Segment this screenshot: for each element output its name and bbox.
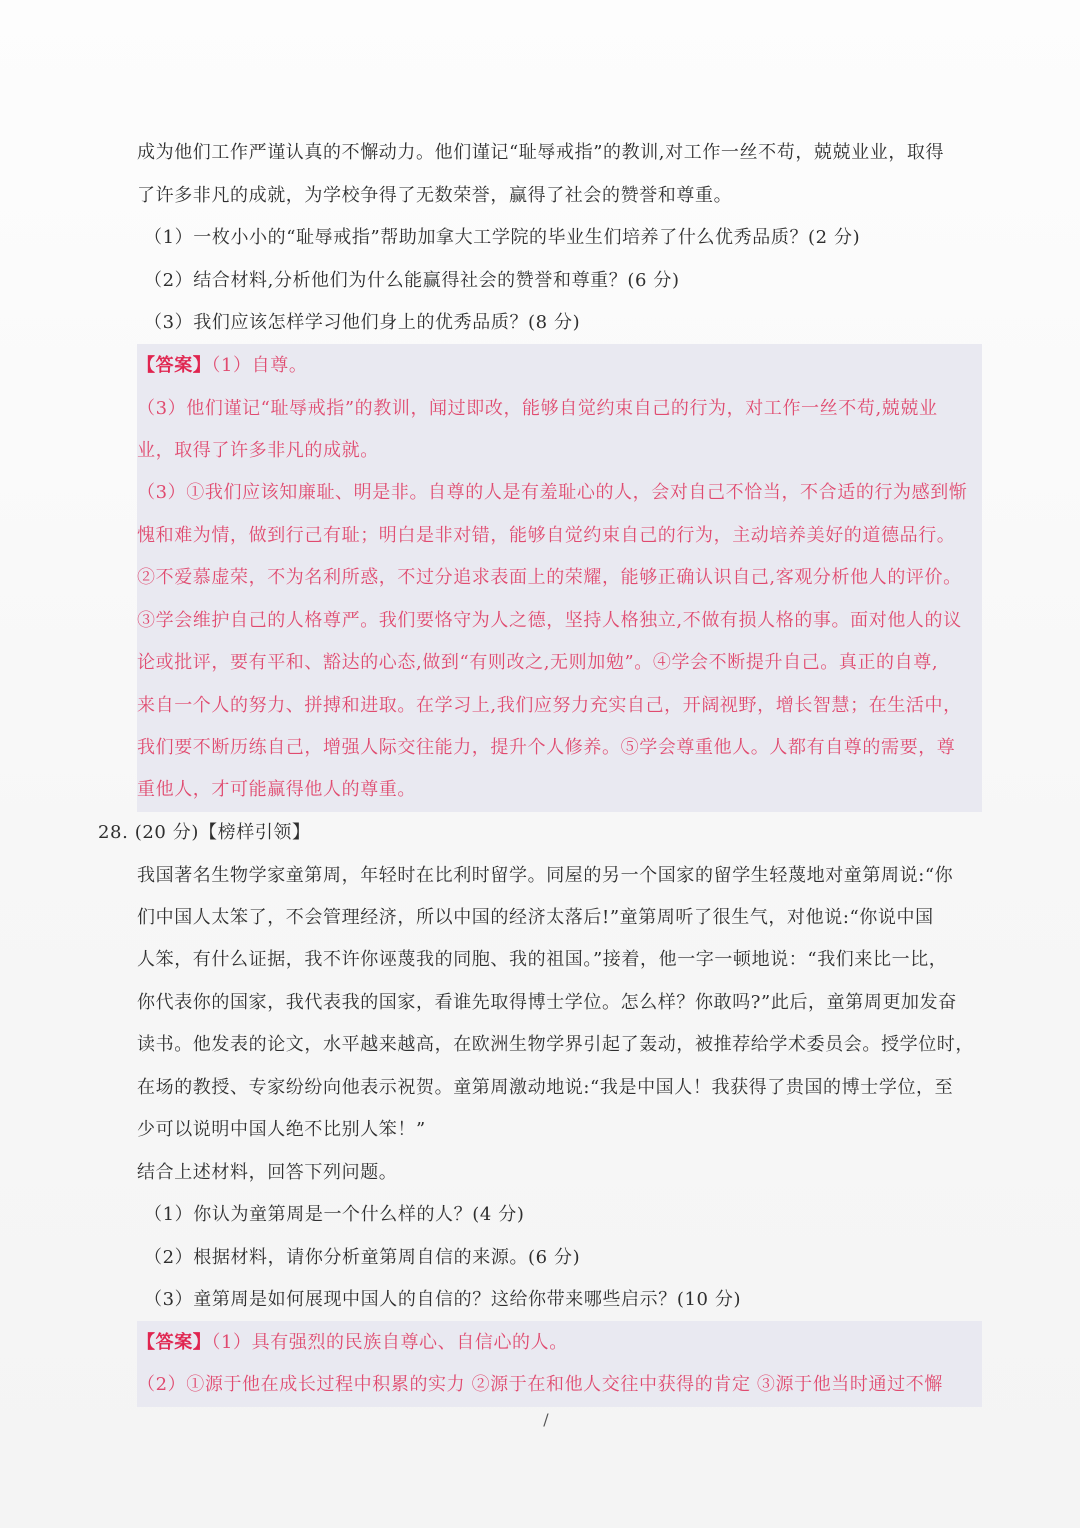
q28-subquestion-3: （3）童第周是如何展现中国人的自信的？这给你带来哪些启示？(10 分): [144, 1289, 742, 1310]
q27-answer-line: 重他人，才可能赢得他人的尊重。: [137, 779, 416, 800]
q27-material-line: 成为他们工作严谨认真的不懈动力。他们谨记“耻辱戒指”的教训,对工作一丝不苟，兢兢业业，取得: [137, 142, 945, 163]
q27-answer-line: 业，取得了许多非凡的成就。: [137, 440, 379, 461]
q27-answer-line: 来自一个人的努力、拼搏和进取。在学习上,我们应努力充实自己，开阔视野，增长智慧；在生活中，: [137, 695, 962, 716]
answer-tag: 【答案】: [137, 355, 212, 376]
q27-subquestion-1: （1）一枚小小的“耻辱戒指”帮助加拿大工学院的毕业生们培养了什么优秀品质？(2 分): [144, 227, 861, 248]
q28-answer-line: [137, 1322, 987, 1364]
q27-answer-line: 论或批评，要有平和、豁达的心态,做到“有则改之,无则加勉”。④学会不断提升自己。真正的自尊,: [137, 652, 939, 673]
q28-header: 28. (20 分)【榜样引领】: [98, 822, 311, 843]
q27-answer-line: 我们要不断历练自己，增强人际交往能力，提升个人修养。⑤学会尊重他人。人都有自尊的需要，尊: [137, 737, 956, 758]
q28-material-line: 你代表你的国家，我代表我的国家，看谁先取得博士学位。怎么样？你敢吗?”此后，童第周更加发奋: [137, 992, 957, 1013]
q27-answer-line: （3）①我们应该知廉耻、明是非。自尊的人是有羞耻心的人，会对自己不恰当，不合适的行为感到惭: [137, 482, 968, 503]
answer-text: （1）自尊。: [211, 355, 308, 376]
q27-material-line: 了许多非凡的成就，为学校争得了无数荣誉，赢得了社会的赞誉和尊重。: [137, 185, 733, 206]
q28-material-line: 少可以说明中国人绝不比别人笨！”: [137, 1119, 426, 1140]
q27-answer-line: （3）他们谨记“耻辱戒指”的教训，闻过即改，能够自觉约束自己的行为，对工作一丝不苟,兢兢业: [137, 398, 938, 419]
q28-material-line: 人笨，有什么证据，我不许你诬蔑我的同胞、我的祖国。”接着，他一字一顿地说：“我们来比一比，: [137, 949, 948, 970]
q28-material-line: 在场的教授、专家纷纷向他表示祝贺。童第周激动地说:“我是中国人！我获得了贵国的博士学位，至: [137, 1077, 954, 1098]
q27-answer-line: ③学会维护自己的人格尊严。我们要恪守为人之德，坚持人格独立,不做有损人格的事。面对他人的议: [137, 610, 962, 631]
q27-answer-line: [137, 345, 987, 387]
q28-instruction: 结合上述材料，回答下列问题。: [137, 1162, 398, 1183]
q28-answer-line: （2）①源于他在成长过程中积累的实力 ②源于在和他人交往中获得的肯定 ③源于他当时通过不懈: [137, 1374, 943, 1395]
q27-answer-line: 愧和难为情，做到行己有耻；明白是非对错，能够自觉约束自己的行为，主动培养美好的道德品行。: [137, 525, 956, 546]
page-number: /: [543, 1410, 549, 1429]
q28-material-line: 们中国人太笨了，不会管理经济，所以中国的经济太落后!”童第周听了很生气，对他说:“你说中国: [137, 907, 934, 928]
q27-answer-line: ②不爱慕虚荣，不为名利所惑，不过分追求表面上的荣耀，能够正确认识自己,客观分析他人的评价。: [137, 567, 962, 588]
q27-subquestion-2: （2）结合材料,分析他们为什么能赢得社会的赞誉和尊重？(6 分): [144, 270, 680, 291]
q28-subquestion-1: （1）你认为童第周是一个什么样的人？(4 分): [144, 1204, 525, 1225]
q27-subquestion-3: （3）我们应该怎样学习他们身上的优秀品质？(8 分): [144, 312, 581, 333]
q28-subquestion-2: （2）根据材料，请你分析童第周自信的来源。(6 分): [144, 1247, 581, 1268]
q28-material-line: 读书。他发表的论文，水平越来越高，在欧洲生物学界引起了轰动，被推荐给学术委员会。授学位时，: [137, 1034, 974, 1055]
q28-material-line: 我国著名生物学家童第周，年轻时在比利时留学。同屋的另一个国家的留学生轻蔑地对童第周说:“你: [137, 865, 954, 886]
answer-tag: 【答案】: [137, 1332, 212, 1353]
answer-text: （1）具有强烈的民族自尊心、自信心的人。: [211, 1332, 568, 1353]
